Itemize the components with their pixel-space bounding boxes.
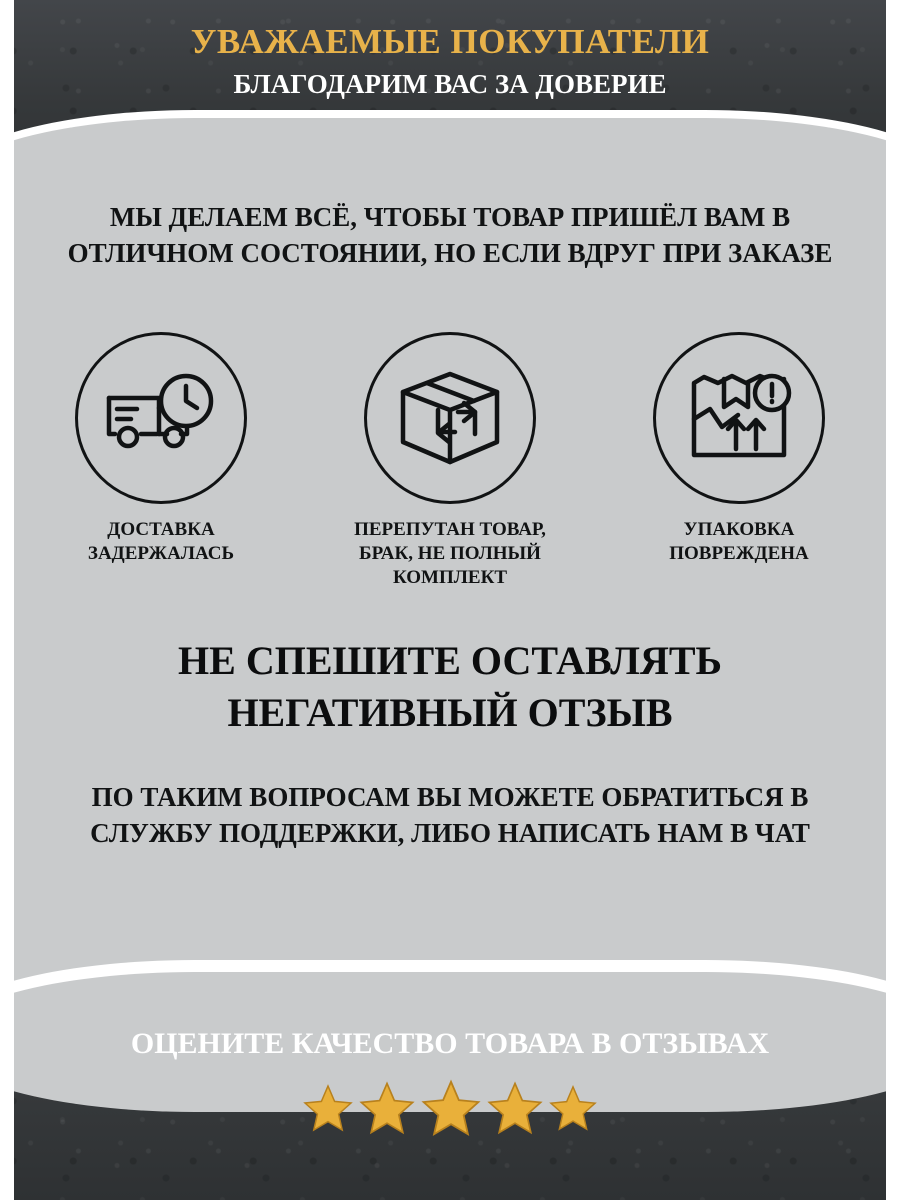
headline-text: НЕ СПЕШИТЕ ОСТАВЛЯТЬ НЕГАТИВНЫЙ ОТЗЫВ	[178, 638, 722, 735]
star-icon[interactable]	[420, 1077, 482, 1139]
star-icon[interactable]	[302, 1082, 354, 1134]
footer-title: ОЦЕНИТЕ КАЧЕСТВО ТОВАРА В ОТЗЫВАХ	[130, 1027, 770, 1060]
left-margin	[0, 0, 14, 1200]
issue-caption: ПЕРЕПУТАН ТОВАР, БРАК, НЕ ПОЛНЫЙ КОМПЛЕКТ	[354, 519, 546, 588]
header	[0, 22, 900, 101]
star-icon[interactable]	[548, 1083, 598, 1133]
issues-row	[36, 332, 864, 589]
issue-caption: УПАКОВКА ПОВРЕЖДЕНА	[669, 519, 809, 564]
issue-item-delivery	[36, 332, 286, 589]
issue-caption: ДОСТАВКА ЗАДЕРЖАЛАСЬ	[87, 519, 235, 564]
rating-stars[interactable]	[0, 1077, 900, 1139]
intro-text: МЫ ДЕЛАЕМ ВСЁ, ЧТОБЫ ТОВАР ПРИШЁЛ ВАМ В ОТЛИЧНОМ СОСТОЯНИИ, НО ЕСЛИ ВДРУГ ПРИ ЗАКАЗЕ	[67, 202, 833, 268]
delivery-truck-clock-icon	[75, 332, 247, 504]
footer	[0, 1025, 900, 1139]
star-icon[interactable]	[358, 1079, 416, 1137]
header-subtitle: БЛАГОДАРИМ ВАС ЗА ДОВЕРИЕ	[233, 69, 667, 100]
issue-item-damaged-package	[614, 332, 864, 589]
body-text: ПО ТАКИМ ВОПРОСАМ ВЫ МОЖЕТЕ ОБРАТИТЬСЯ В СЛУЖБУ ПОДДЕРЖКИ, ЛИБО НАПИСАТЬ НАМ В ЧАТ	[90, 782, 810, 848]
right-margin	[886, 0, 900, 1200]
star-icon[interactable]	[486, 1079, 544, 1137]
issue-item-wrong-item	[325, 332, 575, 589]
damaged-package-icon	[653, 332, 825, 504]
header-title: УВАЖАЕМЫЕ ПОКУПАТЕЛИ	[190, 22, 710, 61]
box-return-arrow-icon	[364, 332, 536, 504]
